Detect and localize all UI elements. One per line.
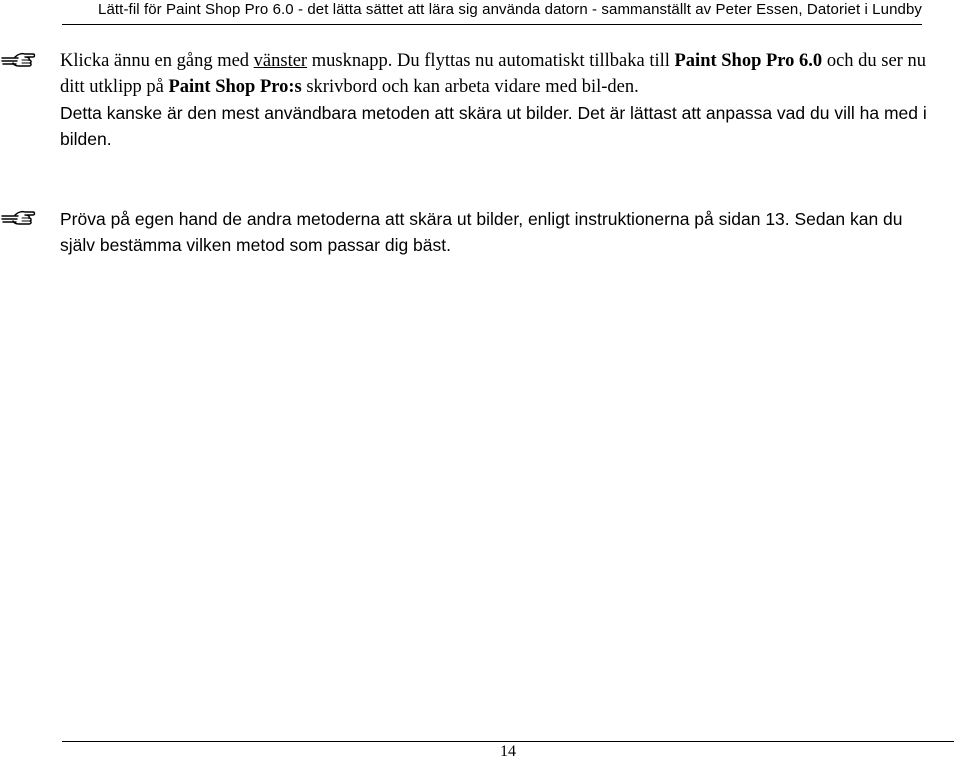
bold-program-name: Paint Shop Pro:s <box>168 77 302 97</box>
header-title: Lätt-fil för Paint Shop Pro 6.0 - det lätta sättet att lära sig använda datorn - sammanställt av Peter Essen, Datoriet i Lundby <box>98 1 922 18</box>
step-1-paragraph-1 <box>60 48 934 100</box>
step-2-paragraph-1: Pröva på egen hand de andra metoderna att skära ut bilder, enligt instruktionerna på sidan 13. Sedan kan du själv bestämma vilken metod som passar dig bäst. <box>60 209 903 255</box>
pointing-hand-icon <box>0 48 40 78</box>
step-2-text <box>60 206 934 258</box>
page-number: 14 <box>500 743 516 760</box>
step-1-paragraph-2: Detta kanske är den mest användbara metoden att skära ut bilder. Det är lättast att anpassa vad du vill ha med i bilden. <box>60 103 927 149</box>
page-footer <box>62 741 954 762</box>
text-run: och du ser nu ditt utklipp på <box>60 51 926 97</box>
bold-program-name: Paint Shop Pro 6.0 <box>674 51 823 71</box>
pointing-hand-icon <box>0 206 40 236</box>
text-run: skrivbord och kan arbeta vidare med bil-den. <box>301 77 639 97</box>
step-1-text <box>60 48 934 152</box>
emphasis-left-button: vänster <box>253 51 308 71</box>
text-run: musknapp. Du flyttas nu automatiskt tillbaka till <box>307 51 675 71</box>
page-header <box>62 0 922 25</box>
text-run: Klicka ännu en gång med <box>60 51 254 71</box>
